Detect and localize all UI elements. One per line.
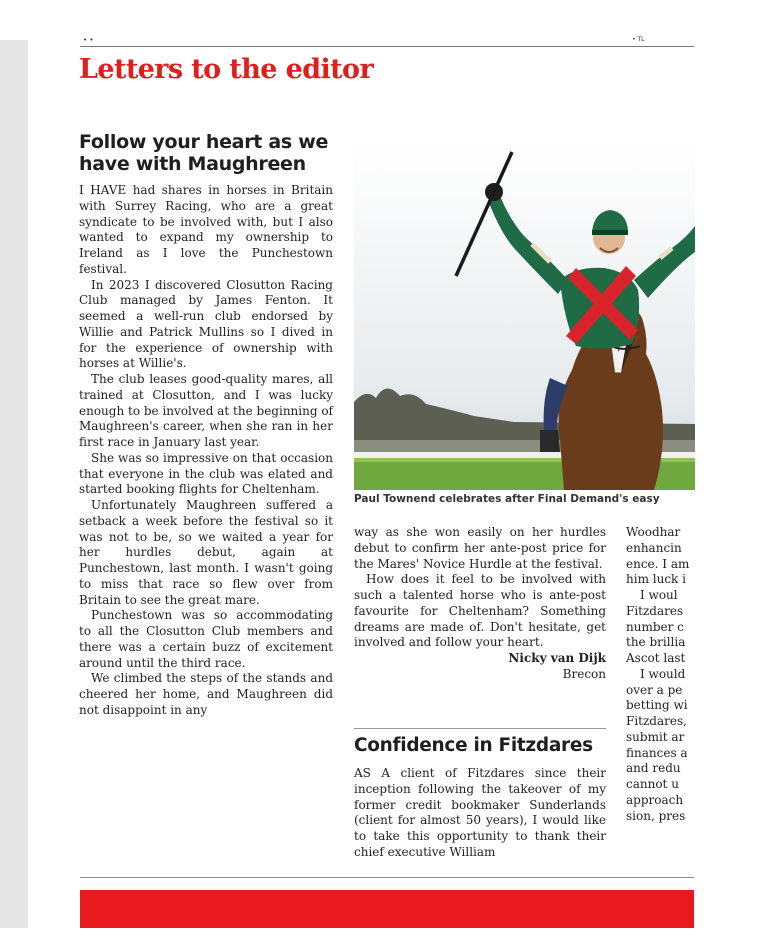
- letter2-line: Fitzdares,: [626, 714, 687, 728]
- letter2-line: I would: [640, 666, 686, 681]
- letter2-line: him luck i: [626, 572, 686, 587]
- letter1-signature-place: Brecon: [562, 666, 606, 681]
- jockey-celebration-photo: [354, 140, 695, 490]
- letter2-line: cannot u: [626, 777, 679, 791]
- letter1-paragraph: In 2023 I discovered Closutton Racing Club managed by James Fenton. It seemed a well-run club endorsed by Willie and Patrick Mullins so I dived in for the experience of ownership with horses at Willie's.: [79, 277, 333, 371]
- top-rule: [80, 46, 694, 47]
- letter1-column-1: [79, 183, 333, 719]
- photo-illustration: [354, 140, 695, 490]
- bottom-rule: [80, 877, 694, 878]
- letter2-paragraph: AS A client of Fitzdares since their inception following the takeover of my former credit bookmaker Sunderlands (client for almost 50 years), I would like to take this opportunity to thank their chief executive William: [354, 766, 606, 859]
- section-title: Letters to the editor: [79, 54, 374, 85]
- page-marker-right: • TL: [632, 36, 645, 43]
- letter2-line: enhancin: [626, 540, 682, 555]
- letter2-column-2: [354, 766, 606, 861]
- letter2-column-3-cropped: [626, 525, 695, 824]
- letter2-headline: Confidence in Fitzdares: [354, 735, 593, 756]
- red-footer-band: [80, 890, 694, 928]
- left-margin-strip: [0, 40, 28, 928]
- letter2-line: Ascot last: [626, 651, 686, 665]
- letter-divider: [354, 728, 606, 729]
- letter2-line: number c: [626, 619, 684, 634]
- letter2-line: approach: [626, 792, 684, 807]
- letter2-line: submit ar: [626, 729, 685, 744]
- letter2-line: and redu: [626, 761, 681, 776]
- letter2-line: over a pe: [626, 682, 683, 697]
- letter2-line: betting wi: [626, 698, 688, 713]
- page-marker-left: • •: [83, 36, 94, 44]
- letter2-line: finances a: [626, 745, 688, 760]
- letter2-line: sion, pres: [626, 808, 686, 823]
- letter1-paragraph: Punchestown was so accommodating to all the Closutton Club members and there was a certain buzz of excitement around until the third race.: [79, 608, 333, 670]
- letter1-signature-name: Nicky van Dijk: [508, 651, 606, 665]
- letter1-headline: Follow your heart as we have with Maughreen: [79, 131, 329, 175]
- photo-caption: Paul Townend celebrates after Final Demand's easy: [354, 493, 660, 505]
- letter1-paragraph: She was so impressive on that occasion that everyone in the club was elated and started booking flights for Cheltenham.: [79, 450, 333, 497]
- letter2-line: the brillia: [626, 635, 686, 650]
- letter2-line: Fitzdares: [626, 603, 684, 618]
- letter1-column-2: [354, 525, 606, 683]
- letter2-line: Woodhar: [626, 525, 681, 539]
- letter1-paragraph: The club leases good-quality mares, all trained at Closutton, and I was lucky enough to be involved at the beginning of Maughreen's career, when she ran in her first race in January last year.: [79, 372, 333, 449]
- letter1-paragraph: We climbed the steps of the stands and cheered her home, and Maughreen did not disappoint in any: [79, 671, 333, 717]
- letter1-paragraph: How does it feel to be involved with such a talented horse who is ante-post favourite for Cheltenham? Something dreams are made of. Don't hesitate, get involved and follow your heart.: [354, 572, 606, 650]
- letter1-paragraph: Unfortunately Maughreen suffered a setback a week before the festival so it was not to be, so we waited a year for her hurdles debut, again at Punchestown, last month. I wasn't going to miss that race so flew over from Britain to see the great mare.: [79, 498, 333, 607]
- letter2-line: I woul: [640, 588, 678, 602]
- letter2-line: ence. I am: [626, 556, 690, 571]
- letter1-paragraph: way as she won easily on her hurdles debut to confirm her ante-post price for the Mares' Novice Hurdle at the festival.: [354, 525, 606, 571]
- letter1-paragraph: I HAVE had shares in horses in Britain with Surrey Racing, who are a great syndicate to be involved with, but I also wanted to expand my ownership to Ireland as I love the Punchestown festival.: [79, 183, 333, 276]
